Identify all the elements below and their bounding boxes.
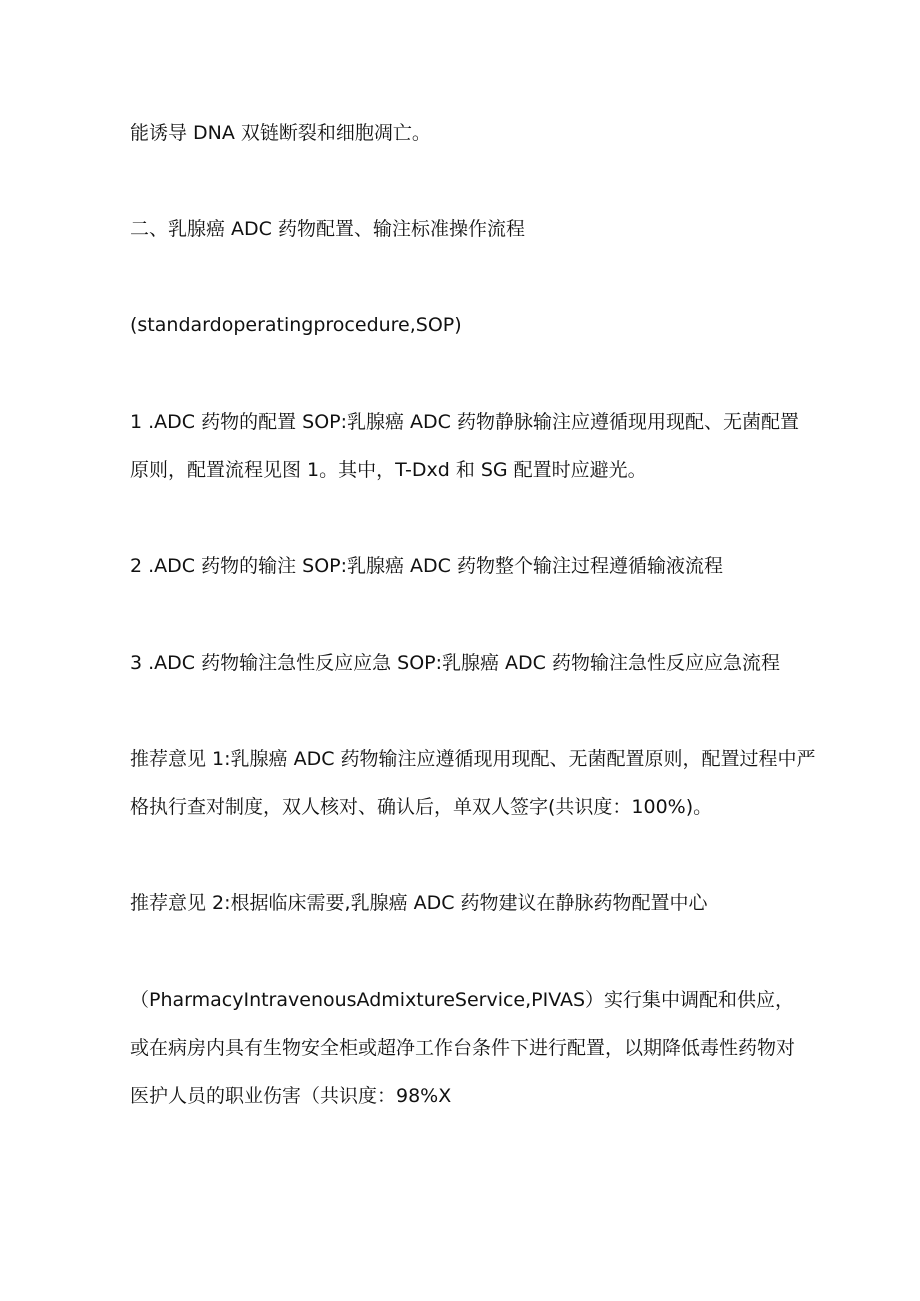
text-line-recommendation-1-cont: 格执行查对制度，双人核对、确认后，单双人签字(共识度：100%)。 <box>130 796 713 818</box>
text-line-item-1-cont: 原则，配置流程见图 1。其中，T-Dxd 和 SG 配置时应避光。 <box>130 459 647 481</box>
text-line-recommendation-1: 推荐意见 1:乳腺癌 ADC 药物输注应遵循现用现配、无菌配置原则，配置过程中严 <box>130 748 816 770</box>
section-heading-sop-english: (standardoperatingprocedure,SOP) <box>130 314 462 336</box>
text-line-recommendation-2: 推荐意见 2:根据临床需要,乳腺癌 ADC 药物建议在静脉药物配置中心 <box>130 892 708 914</box>
text-line-recommendation-2-end: 医护人员的职业伤害（共识度：98%X <box>130 1085 452 1107</box>
text-line-item-2: 2 .ADC 药物的输注 SOP:乳腺癌 ADC 药物整个输注过程遵循输液流程 <box>130 555 723 577</box>
section-heading-sop: 二、乳腺癌 ADC 药物配置、输注标准操作流程 <box>130 218 525 240</box>
text-line-item-3: 3 .ADC 药物输注急性反应应急 SOP:乳腺癌 ADC 药物输注急性反应应急流程 <box>130 652 780 674</box>
text-line-recommendation-2-pivas: （PharmacyIntravenousAdmixtureService,PIVAS）实行集中调配和供应， <box>130 989 795 1011</box>
text-line-recommendation-2-cont: 或在病房内具有生物安全柜或超净工作台条件下进行配置，以期降低毒性药物对 <box>130 1037 796 1059</box>
text-line-apoptosis: 能诱导 DNA 双链断裂和细胞凋亡。 <box>130 122 431 144</box>
text-line-item-1: 1 .ADC 药物的配置 SOP:乳腺癌 ADC 药物静脉输注应遵循现用现配、无菌配置 <box>130 411 799 433</box>
